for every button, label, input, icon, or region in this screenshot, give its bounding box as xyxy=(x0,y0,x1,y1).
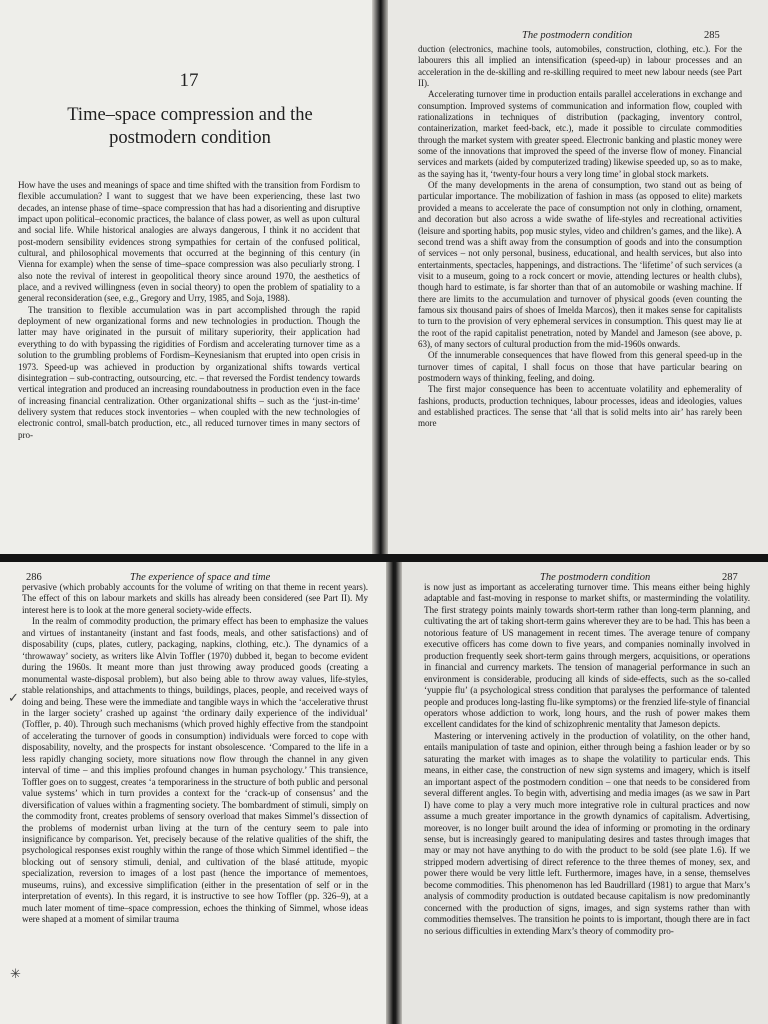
page-number: 285 xyxy=(704,30,720,41)
running-head: The experience of space and time xyxy=(130,572,271,583)
paragraph: Mastering or intervening actively in the production of volatility, on the other hand, entails manipulation of taste and opinion, either through being a fashion leader or by so saturating the market with images as to shape the volatility to particular ends. This means, in either case, the construction of new sign systems and imagery, which is itself an important aspect of the postmodern condition – one that needs to be considered from several different angles. To begin with, advertising and media images (as we saw in Part I) have come to play a very much more integrative role in cultural practices and now assume a much greater importance in the growth dynamics of capitalism. Advertising, moreover, is no longer built around the idea of informing or promoting in the ordinary sense, but is increasingly geared to manipulating desires and tastes through images that may or may not have anything to do with the product to be sold (see plate 1.6). If we stripped modern advertising of direct reference to the three themes of money, sex, and power there would be very little left. Furthermore, images have, in a sense, themselves become commodities. This phenomenon has led Baudrillard (1981) to argue that Marx’s analysis of commodity production is outdated because capitalism is now predominantly concerned with the production of signs, images, and sign systems rather than with commodities themselves. The transition he points to is important, though there are in fact no serious difficulties in extending Marx’s theory of commodity pro- xyxy=(424,730,750,936)
paragraph: Of the innumerable consequences that have flowed from this general speed-up in the turnover times of capital, I shall focus on those that have particular bearing on postmodern ways of thinking, feeling, and doing. xyxy=(418,350,742,383)
paragraph: Of the many developments in the arena of consumption, two stand out as being of particular importance. The mobilization of fashion in mass (as opposed to elite) markets provided a means to accelerate the pace of consumption not only in clothing, ornament, and decoration but also across a wide swathe of life-styles and recreational activities (leisure and sporting habits, pop music styles, video and children’s games, and the like). A second trend was a shift away from the consumption of goods and into the consumption of services – not only personal, business, educational, and health services, but also into entertainments, spectacles, happenings, and distractions. The ‘lifetime’ of such services (a visit to a museum, going to a rock concert or movie, attending lectures or health clubs), though hard to estimate, is far shorter than that of an automobile or washing machine. If there are limits to the accumulation and turnover of physical goods (even counting the famous six thousand pairs of shoes of Imelda Marcos), then it makes sense for capitalists to turn to the provision of very ephemeral services in consumption. This quest may lie at the root of the rapid capitalist penetration, noted by Mandel and Jameson (see above, p. 63), of many sectors of cultural production from the mid-1960s onwards. xyxy=(418,180,742,349)
paragraph: The first major consequence has been to accentuate volatility and ephemerality of fashions, products, production techniques, labour processes, ideas and ideologies, values and established practices. The sense that ‘all that is solid melts into air’ has rarely been more xyxy=(418,384,742,429)
running-head: The postmodern condition xyxy=(540,572,651,583)
margin-pencil-mark: ✳ xyxy=(10,966,21,981)
running-head: The postmodern condition xyxy=(522,30,633,41)
page-number: 286 xyxy=(26,572,42,583)
page-285-body xyxy=(418,44,742,430)
page-286-body xyxy=(22,582,368,926)
book-spine-bottom xyxy=(386,556,402,1024)
paragraph: duction (electronics, machine tools, automobiles, construction, clothing, etc.). For the labourers this all implied an intensification (speed-up) in labour processes and an acceleration in the de-skilling and re-skilling required to meet new labour needs (see Part II). xyxy=(418,44,742,89)
paragraph: The transition to flexible accumulation was in part accomplished through the rapid deployment of new organizational forms and new technologies in production. Though the latter may have originated in the pursuit of military superiority, their application had everything to do with bypassing the rigidities of Fordism and accelerating turnover time as a solution to the grumbling problems of Fordism–Keynesianism that erupted into open crisis in 1973. Speed-up was achieved in production by organizational shifts towards vertical disintegration – sub-contracting, outsourcing, etc. – that reversed the Fordist tendency towards vertical integration and produced an increasing roundaboutness in production even in the face of increasing financial centralization. Other organizational shifts – such as the ‘just-in-time’ delivery system that reduces stock inventories – when coupled with the new technologies of electronic control, small-batch production, etc., all reduced turnover times in many sectors of pro- xyxy=(18,304,360,440)
margin-pencil-mark: ✓ xyxy=(8,690,19,705)
paragraph: How have the uses and meanings of space and time shifted with the transition from Fordism to flexible accumulation? I want to suggest that we have been experiencing, these last two decades, an intense phase of time–space compression that has had a disorienting and disruptive impact upon political–economic practices, the balance of class power, as well as upon cultural and social life. While historical analogies are always dangerous, I think it no accident that post-modern sensibility evidences strong sympathies for certain of the confused political, cultural, and philosophical movements that occurred at the beginning of this century (in Vienna for example) when the sense of time–space compression was also peculiarly strong. I also note the revival of interest in geopolitical theory since around 1970, the aesthetics of place, and a revived willingness (even in social theory) to open the problem of spatiality to a general reconsideration (see, e.g., Gregory and Urry, 1985, and Soja, 1988). xyxy=(18,180,360,304)
paragraph: is now just as important as accelerating turnover time. This means either being highly adaptable and fast-moving in response to market shifts, or masterminding the volatility. The first strategy points mainly towards short-term rather than long-term planning, and cultivating the art of taking short-term gains wherever they are to be had. This has been a notorious feature of US management in recent times. The average tenure of company executive officers has come down to five years, and companies nominally involved in production frequently seek short-term gains through mergers, acquisitions, or operations in financial and currency markets. The tension of managerial performance in such an environment is considerable, producing all kinds of side-effects, such as the so-called ‘yuppie flu’ (a psychological stress condition that paralyses the performance of talented people and produces long-lasting flu-like symptoms) or the frenzied life-style of financial operators whose addiction to work, long hours, and the rush of power makes them excellent candidates for the kind of schizophrenic mentality that Jameson depicts. xyxy=(424,582,750,730)
page-284-body xyxy=(18,180,360,441)
chapter-number: 17 xyxy=(179,70,199,91)
paragraph: pervasive (which probably accounts for the volume of writing on that theme in recent years). The effect of this on labour markets and skills has already been considered (see Part II). My interest here is to look at the more general society-wide effects. xyxy=(22,582,368,615)
page-number: 287 xyxy=(722,572,738,583)
book-spine-top xyxy=(372,0,388,556)
page-287-body xyxy=(424,582,750,937)
paragraph: In the realm of commodity production, the primary effect has been to emphasize the values and virtues of instantaneity (instant and fast foods, meals, and other satisfactions) and of disposability (cups, plates, cutlery, packaging, napkins, clothing, etc.). The dynamics of a ‘throwaway’ society, as writers like Alvin Toffler (1970) dubbed it, began to become evident during the 1960s. It meant more than just throwing away produced goods (creating a monumental waste-disposal problem), but also being able to throw away values, life-styles, stable relationships, and attachments to things, buildings, places, people, and received ways of doing and being. These were the immediate and tangible ways in which the ‘accelerative thrust in the larger society’ crashed up against ‘the ordinary daily experience of the individual’ (Toffler, p. 40). Through such mechanisms (which proved highly effective from the standpoint of accelerating the turnover of goods in consumption) individuals were forced to cope with disposability, novelty, and the prospects for instant obsolescence. ‘Compared to the life in a less rapidly changing society, more situations now flow through the channel in any given interval of time – and this implies profound changes in human psychology.’ This transience, Toffler goes on to suggest, creates ‘a temporariness in the structure of both public and personal value systems’ which in turn provides a context for the ‘crack-up of consensus’ and the diversification of values within a fragmenting society. The bombardment of stimuli, simply on the commodity front, creates problems of sensory overload that makes Simmel’s dissection of the problems of modernist urban living at the turn of the century seem to pale into insignificance by comparison. Yet, precisely because of the relative qualities of the shift, the psychological responses exist roughly within the range of those which Simmel identified – the blocking out of sensory stimuli, denial, and cultivation of the blasé attitude, myopic specialization, reversion to images of a lost past (hence the importance of mementoes, museums, ruins), and excessive simplification (either in the presentation of self or in the interpretation of events). In this regard, it is instructive to see how Toffler (pp. 326–9), at a much later moment of time–space compression, echoes the thinking of Simmel, whose ideas were shaped at a moment of similar trauma xyxy=(22,616,368,925)
scan-separator xyxy=(0,554,768,562)
paragraph: Accelerating turnover time in production entails parallel accelerations in exchange and consumption. Improved systems of communication and information flow, coupled with rationalizations in techniques of distribution (packaging, inventory control, containerization, market feed-back, etc.), made it possible to circulate commodities through the market system with greater speed. Electronic banking and plastic money were some of the innovations that improved the speed of the inverse flow of money. Financial services and markets (aided by computerized trading) likewise speeded up, so as to make, as the saying has it, ‘twenty-four hours a very long time’ in global stock markets. xyxy=(418,89,742,179)
chapter-title: Time–space compression and the postmodern condition xyxy=(67,105,313,148)
